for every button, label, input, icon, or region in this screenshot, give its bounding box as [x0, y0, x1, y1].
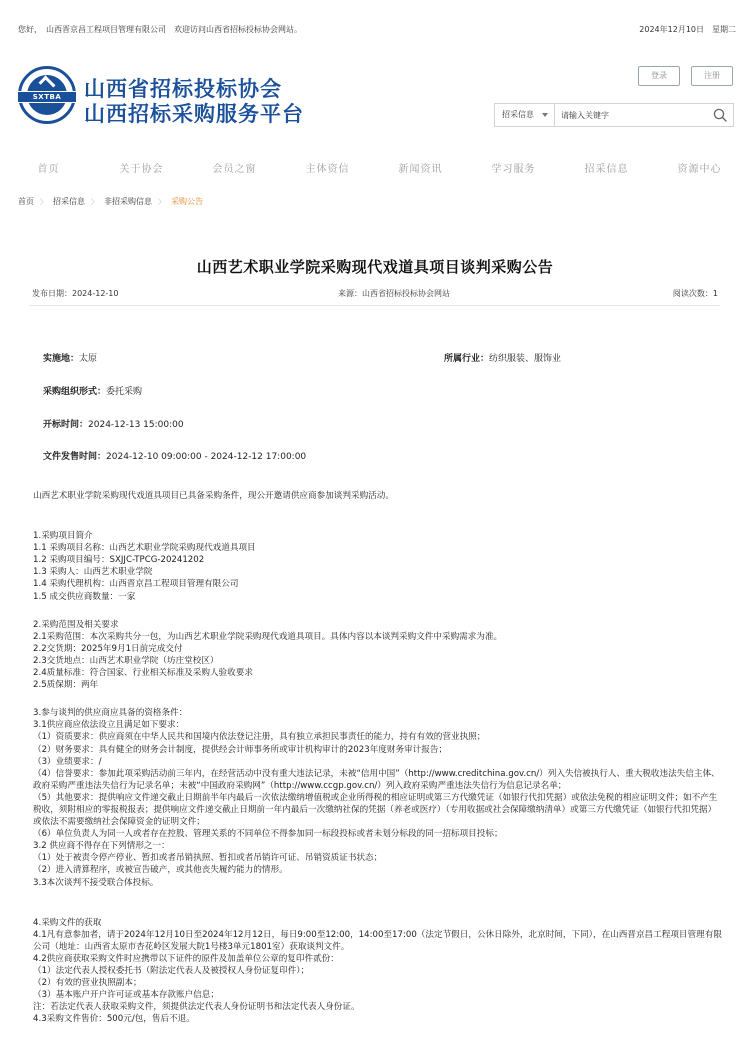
article-body	[33, 490, 723, 1025]
search-category-label: 招采信息	[502, 110, 534, 119]
breadcrumb	[18, 196, 203, 207]
info-industry	[444, 351, 561, 364]
page-title: 山西艺术职业学院采购现代戏道具项目谈判采购公告	[196, 258, 554, 276]
section4-acquisition: 4.1凡有意参加者，请于2024年12月10日至2024年12月12日，每日9:00至12:00，14:00至17:00（法定节假日，公休日除外，北京时间，下同），在山西晋京昌工程项目管理有限公司（地址：山西省太原市杏花岭区发展大院1号楼3单元1801室）获取谈判文件。	[33, 929, 722, 952]
nav-item-news[interactable]: 新闻资讯	[398, 164, 443, 175]
search-bar	[494, 103, 734, 127]
section3-line: （2）进入清算程序，或被宣告破产，或其他丧失履约能力的情形。	[33, 865, 288, 876]
info-industry-value: 纺织服装、服饰业	[489, 354, 562, 364]
section2-line: 2.4质量标准：符合国家、行业相关标准及采购人验收要求	[33, 668, 253, 679]
nav-item-learning[interactable]: 学习服务	[491, 164, 536, 175]
section3-line: （2）财务要求：具有健全的财务会计制度，提供经会计师事务所或审计机构审计的2023年度财务审计报告；	[33, 744, 448, 755]
section1-line: 1.2 采购项目编号：SXJJC-TPCG-20241202	[33, 555, 205, 566]
header-divider	[30, 305, 720, 306]
nav-item-home[interactable]: 首页	[37, 164, 60, 175]
current-date: 2024年12月10日 星期二	[639, 25, 736, 34]
section3-other-requirement: （5）其他要求：提供响应文件递交截止日期前半年内最后一次依法缴纳增值税或企业所得税的相应证明或第三方代缴凭证（如银行代扣凭据）或依法免税的相应证明文件；如不产生税收，须附相应的零报税报表；提供响应文件递交截止日期前一年内最后一次缴纳社保的凭据（养老或医疗）（专用收据或社会保障缴纳清单）或第三方代缴凭证（如银行代扣凭据）或依法不需要缴纳社会保障资金的证明文件；	[33, 792, 718, 828]
register-button[interactable]: 注册	[691, 66, 733, 86]
section4-heading: 4.采购文件的获取	[33, 917, 102, 928]
search-input[interactable]	[561, 107, 701, 123]
section4-line: （2）有效的营业执照副本；	[33, 978, 142, 989]
nav-item-procurement[interactable]: 招采信息	[584, 164, 629, 175]
section4-line: 4.2供应商获取采购文件时应携带以下证件的原件及加盖单位公章的复印件贰份：	[33, 953, 339, 964]
nav-item-members[interactable]: 会员之窗	[212, 164, 257, 175]
section1-line: 1.5 成交供应商数量：一家	[33, 591, 136, 602]
breadcrumb-procurement[interactable]: 招采信息	[53, 197, 85, 206]
search-icon[interactable]	[713, 108, 727, 122]
section2-line: 2.3交货地点：山西艺术职业学院（坊庄堂校区）	[33, 655, 219, 666]
section3-line: 3.1供应商应依法设立且满足如下要求：	[33, 720, 185, 731]
section2-heading: 2.采购范围及相关要求	[33, 619, 119, 630]
section2-line: 2.5质保期：两年	[33, 680, 99, 691]
breadcrumb-separator-icon: 〉	[91, 197, 98, 206]
section3-line: （3）业绩要求：/	[33, 756, 102, 767]
info-org-value: 委托采购	[106, 387, 143, 397]
section4-line: （3）基本账户开户许可证或基本存款账户信息；	[33, 990, 219, 1001]
info-location	[43, 351, 97, 364]
section4-line: 注：若法定代表人获取采购文件，须提供法定代表人身份证明书和法定代表人身份证。	[33, 1002, 360, 1013]
intro-paragraph: 山西艺术职业学院采购现代戏道具项目已具备采购条件，现公开邀请供应商参加谈判采购活动。	[33, 491, 394, 501]
chevron-down-icon	[542, 113, 548, 117]
breadcrumb-separator-icon: 〉	[158, 197, 165, 206]
site-title-line2: 山西招标采购服务平台	[84, 102, 304, 126]
breadcrumb-current: 采购公告	[171, 197, 203, 206]
info-industry-label: 所属行业：	[444, 354, 490, 364]
main-nav	[0, 160, 750, 178]
association-logo[interactable]	[18, 66, 76, 124]
info-org-form	[43, 384, 142, 397]
section3-line: （1）资质要求：供应商须在中华人民共和国境内依法登记注册，具有独立承担民事责任的能力，持有有效的营业执照；	[33, 732, 486, 743]
section3-heading: 3.参与谈判的供应商应具备的资格条件：	[33, 708, 188, 719]
info-location-value: 太原	[79, 354, 98, 364]
section1-line: 1.4 采购代理机构：山西晋京昌工程项目管理有限公司	[33, 579, 239, 590]
info-org-label: 采购组织形式：	[43, 387, 107, 397]
breadcrumb-separator-icon: 〉	[40, 197, 47, 206]
section2-line: 2.1采购范围：本次采购共分一包，为山西艺术职业学院采购现代戏道具项目。具体内容以本谈判采购文件中采购需求为准。	[33, 631, 503, 642]
nav-item-credit[interactable]: 主体资信	[305, 164, 350, 175]
info-open-time	[43, 417, 184, 430]
login-button[interactable]: 登录	[638, 66, 680, 86]
publish-date: 发布日期：2024-12-10	[32, 289, 119, 298]
logo-seal-text: SXTBA	[18, 91, 76, 103]
nav-item-about[interactable]: 关于协会	[119, 164, 164, 175]
article-source: 来源：山西省招标投标协会网站	[338, 289, 450, 298]
section4-line: 4.3采购文件售价：500元/包，售后不退。	[33, 1014, 195, 1025]
section1-line: 1.3 采购人：山西艺术职业学院	[33, 567, 153, 578]
info-sale-value: 2024-12-10 09:00:00 - 2024-12-12 17:00:00	[106, 452, 307, 462]
section4-line: （1）法定代表人授权委托书（附法定代表人及被授权人身份证复印件）；	[33, 966, 310, 976]
search-category-select[interactable]	[495, 104, 555, 126]
section3-line: 3.3本次谈判不接受联合体投标。	[33, 877, 159, 888]
nav-item-resources[interactable]: 资源中心	[677, 164, 722, 175]
section1-heading: 1.采购项目简介	[33, 531, 93, 542]
info-location-label: 实施地：	[43, 354, 80, 364]
info-sale-label: 文件发售时间：	[43, 452, 107, 462]
info-sale-time	[43, 449, 306, 462]
section3-line: （6）单位负责人为同一人或者存在控股、管理关系的不同单位不得参加同一标段投标或者未划分标段的同一招标项目投标；	[33, 829, 503, 840]
info-open-value: 2024-12-13 15:00:00	[88, 420, 184, 430]
top-bar	[0, 0, 750, 52]
info-open-label: 开标时间：	[43, 420, 89, 430]
view-count: 阅读次数：1	[672, 289, 718, 298]
site-title-line1: 山西省招标投标协会	[84, 77, 282, 101]
section3-line: （1）处于被责令停产停业、暂扣或者吊销执照、暂扣或者吊销许可证、吊销资质证书状态；	[33, 853, 383, 864]
breadcrumb-home[interactable]: 首页	[18, 197, 34, 206]
section1-line: 1.1 采购项目名称：山西艺术职业学院采购现代戏道具项目	[33, 543, 256, 554]
breadcrumb-non-tender[interactable]: 非招采购信息	[104, 197, 152, 206]
section3-credit-requirement: （4）信誉要求：参加此项采购活动前三年内，在经营活动中没有重大违法记录，未被“信用中国”（http://www.creditchina.gov.cn/）列入失信被执行人、重大税收违法失信主体、政府采购严重违法失信行为记录名单；未被“中国政府采购网”（http://www.ccgp.gov.cn/）列入政府采购严重违法失信行为信息记录名单；	[33, 768, 720, 791]
section2-line: 2.2交货期：2025年9月1日前完成交付	[33, 643, 183, 654]
section3-line: 3.2 供应商不得存在下列情形之一：	[33, 841, 170, 852]
welcome-text: 您好， 山西晋京昌工程项目管理有限公司 欢迎访问山西省招标投标协会网站。	[18, 25, 302, 34]
